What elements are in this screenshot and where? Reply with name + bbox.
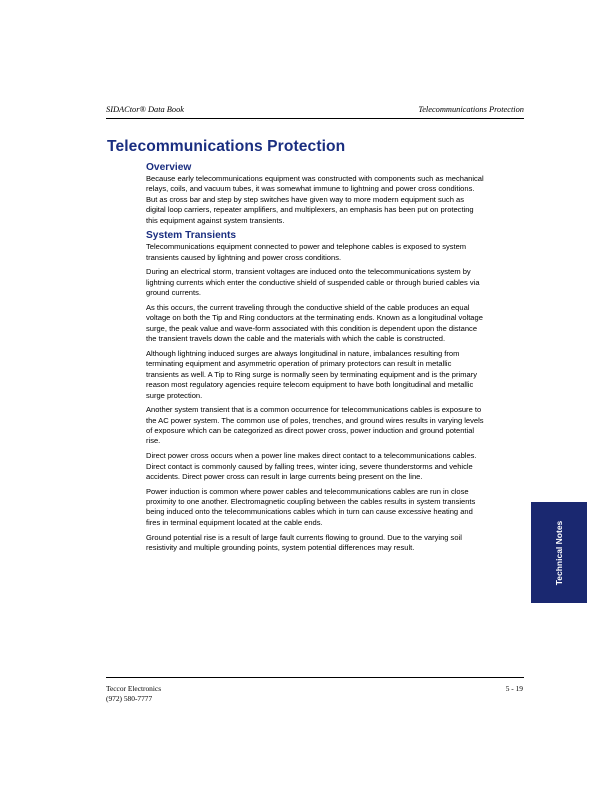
paragraph: Telecommunications equipment connected to power and telephone cables is exposed to system transients caused by lightning and power cross conditions.: [146, 242, 467, 262]
page-title: Telecommunications Protection: [107, 138, 346, 155]
paragraph: Direct power cross occurs when a power line makes direct contact to a telecommunications cables. Direct contact is commonly caused by falling trees, winter icing, severe thunderstorms and vehicle accidents. Direct power cross can result in large currents being present on the line.: [146, 451, 477, 481]
paragraph: Because early telecommunications equipment was constructed with components such as mechanical relays, coils, and vacuum tubes, it was somewhat immune to lightning and power cross conditions. But as cross bar and step by step switches have given way to more modern equipment such as digital loop carriers, repeater amplifiers, and multiplexers, an emphasis has been put on protecting this equipment against system transients.: [146, 174, 484, 225]
footer-contact: [106, 684, 161, 703]
running-header-chapter: Telecommunications Protection: [418, 105, 524, 114]
body-content: [146, 162, 485, 558]
running-header-book-title: SIDACtor® Data Book: [106, 105, 185, 114]
footer-company: Teccor Electronics: [106, 684, 162, 693]
footer-divider: [106, 677, 524, 678]
paragraph: As this occurs, the current traveling through the conductive shield of the cable produces an equal voltage on both the Tip and Ring conductors at the terminating ends. Known as a longitudinal voltage surge, the peak value and wave-form associated with this condition is dependent upon the distance the transient travels down the cable and the materials with which the cable is constructed.: [146, 302, 483, 344]
header-divider: [106, 118, 524, 119]
paragraph: During an electrical storm, transient voltages are induced onto the telecommunications system by lightning currents which enter the conductive shield of suspended cable or through buried cables via ground currents.: [146, 267, 480, 298]
paragraph: Although lightning induced surges are always longitudinal in nature, imbalances resulting from terminating equipment and asymmetric operation of primary protectors can result in metallic transients as well. A Tip to Ring surge is normally seen by terminating equipment and is the primary reason most regulatory agencies require telecom equipment to have both longitudinal and metallic surge protection.: [146, 348, 477, 400]
page-number: 5 - 19: [505, 684, 523, 693]
section-heading-system-transients: System Transients: [146, 230, 237, 242]
section-side-tab: [531, 502, 587, 603]
paragraph: Ground potential rise is a result of large fault currents flowing to ground. Due to the varying soil resistivity and multiple grounding points, system potential differences may result.: [146, 532, 462, 552]
paragraph: Power induction is common where power cables and telecommunications cables are run in close proximity to one another. Electromagnetic coupling between the cables results in system transients being induced onto the telecommunications cables which in turn can cause excessive heating and fires in terminal equipment located at the cable ends.: [146, 486, 476, 527]
footer-phone: (972) 580-7777: [106, 693, 153, 703]
side-tab-label: Technical Notes: [554, 520, 564, 585]
section-heading-overview: Overview: [146, 162, 192, 173]
paragraph: Another system transient that is a common occurrence for telecommunications cables is exposure to the AC power system. The common use of poles, trenches, and ground wires results in varying levels of exposure which can be categorized as direct power cross, power induction and ground potential rise.: [146, 405, 484, 446]
